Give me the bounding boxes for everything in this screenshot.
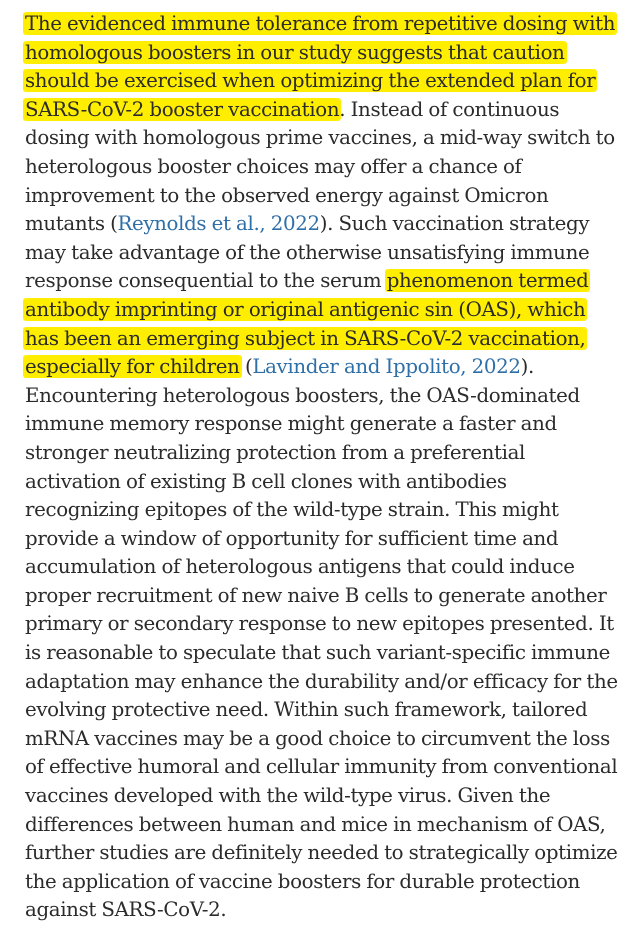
body-text: ). Encountering heterologous boosters, the OAS-dominated immune memory response might generate a faster and stronger neutralizing protection from a preferential activation of existing B cell clones with antibodies recognizing epitopes of the wild-type strain. This might provide a window of opportunity for sufficient time and accumulation of heterologous antigens that could induce proper recruitment of new naive B cells to generate another primary or secondary response to new epitopes presented. It is reasonable to speculate that such variant-specific immune adaptation may enhance the durability and/or efficacy for the evolving protective need. Within such framework, tailored mRNA vaccines may be a good choice to circumvent the loss of effective humoral and cellular immunity from conventional vaccines developed with the wild-type virus. Given the differences between human and mice in mechanism of OAS, further studies are definitely needed to strategically optimize the application of vaccine boosters for durable protection against SARS-CoV-2.: [25, 355, 618, 922]
body-text: ). Such vaccination strategy may take advantage of the otherwise unsatisfying immune response consequential to the serum: [25, 212, 590, 293]
article-paragraph: [25, 10, 621, 925]
citation-link[interactable]: Lavinder and Ippolito, 2022: [252, 355, 521, 379]
body-text: (: [239, 355, 253, 379]
highlighted-text: phenomenon termed antibody imprinting or original antigenic sin (OAS), which has been an emerging subject in SARS-CoV-2 vaccination, especially for children: [25, 269, 589, 379]
body-text: . Instead of continuous dosing with homologous prime vaccines, a mid-way switch to heterologous booster choices may offer a chance of improvement to the observed energy against Omicron mutants (: [25, 97, 615, 236]
highlighted-text: The evidenced immune tolerance from repetitive dosing with homologous boosters in our study suggests that caution should be exercised when optimizing the extended plan for SARS-CoV-2 booster vaccination: [25, 12, 616, 121]
citation-link[interactable]: Reynolds et al., 2022: [117, 212, 320, 236]
